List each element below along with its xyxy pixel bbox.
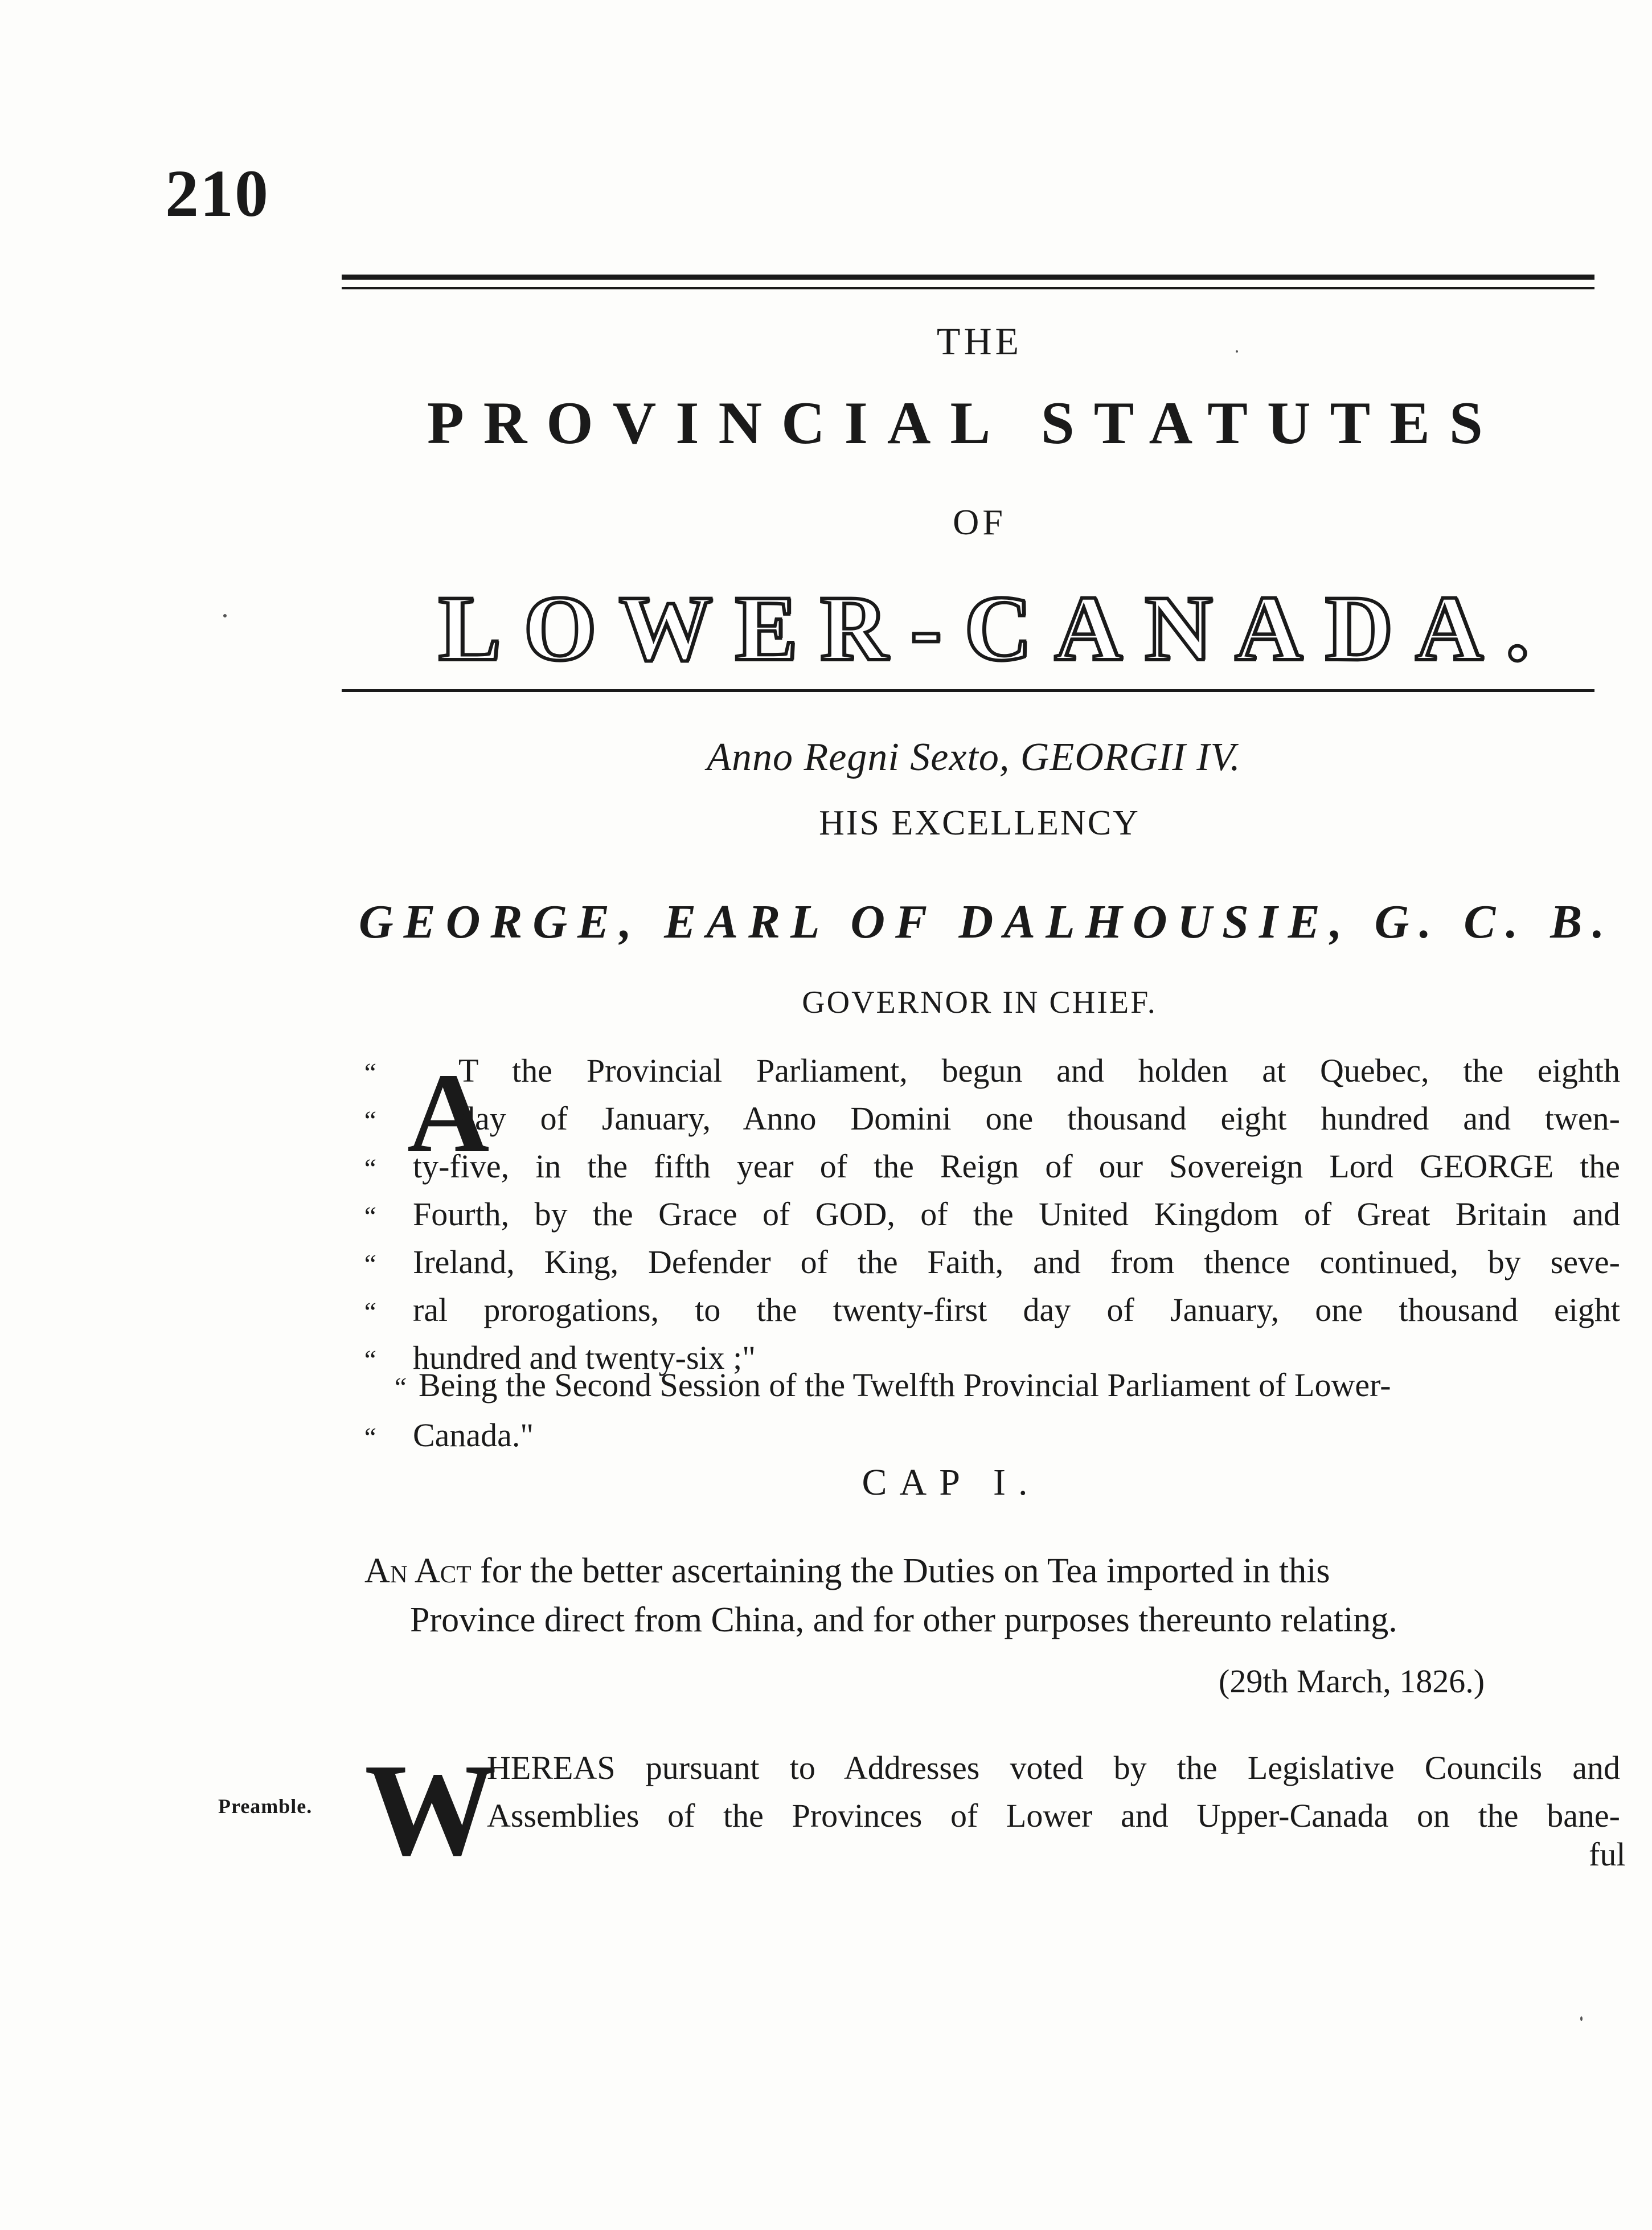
proclamation-line: “ T the Provincial Parliament, begun and holden at Quebec, the eighth xyxy=(362,1052,1620,1089)
session-line: “ Canada." xyxy=(362,1417,534,1454)
act-date: (29th March, 1826.) xyxy=(1219,1663,1485,1700)
paper-speck xyxy=(1236,350,1238,353)
title-article: THE xyxy=(936,320,1023,363)
title-country: LOWER-CANADA. xyxy=(438,577,1552,680)
governor-title: GOVERNOR IN CHIEF. xyxy=(802,985,1157,1020)
proclamation-line: “ ral prorogations, to the twenty-first day of January, one thousand eight xyxy=(362,1291,1620,1328)
excellency-heading: HIS EXCELLENCY xyxy=(819,804,1140,842)
act-title xyxy=(364,1546,1620,1644)
catchword: ful xyxy=(1589,1836,1626,1873)
dropcap-a: A xyxy=(407,1050,490,1176)
regnal-year: Anno Regni Sexto, GEORGII IV. xyxy=(707,735,1241,779)
proclamation-line: “ hundred and twenty-six ;" xyxy=(362,1339,756,1376)
act-title-line: for the better ascertaining the Duties on Tea imported in this xyxy=(480,1552,1330,1590)
proclamation-paragraph xyxy=(362,1047,1620,1382)
page-number: 210 xyxy=(165,156,269,231)
session-line: “ Being the Second Session of the Twelfth Provincial Parliament of Lower- xyxy=(392,1366,1391,1404)
whereas-line: HEREAS pursuant to Addresses voted by the Legislative Councils and xyxy=(487,1749,1620,1786)
session-paragraph xyxy=(362,1361,1620,1462)
header-rule-thin xyxy=(342,287,1594,289)
proclamation-line: “ Ireland, King, Defender of the Faith, and from thence continued, by seve- xyxy=(362,1243,1620,1280)
whereas-paragraph xyxy=(487,1744,1620,1840)
paper-speck xyxy=(1580,2016,1583,2021)
chapter-heading: CAP I. xyxy=(862,1462,1040,1503)
whereas-line: Assemblies of the Provinces of Lower and Upper-Canada on the bane- xyxy=(487,1797,1620,1834)
title-of: OF xyxy=(953,502,1006,542)
margin-note-preamble: Preamble. xyxy=(218,1795,313,1818)
act-title-line: Province direct from China, and for other purposes thereunto relating. xyxy=(410,1601,1397,1639)
title-main: PROVINCIAL STATUTES xyxy=(427,390,1502,456)
dropcap-w: W xyxy=(364,1737,497,1883)
proclamation-line: “ ty-five, in the fifth year of the Reign of our Sovereign Lord GEORGE the xyxy=(362,1148,1620,1185)
title-rule xyxy=(342,689,1594,692)
paper-speck xyxy=(223,614,227,617)
proclamation-line: “ day of January, Anno Domini one thousand eight hundred and twen- xyxy=(362,1100,1620,1137)
header-rule-thick xyxy=(342,275,1594,280)
proclamation-line: “ Fourth, by the Grace of GOD, of the United Kingdom of Great Britain and xyxy=(362,1196,1620,1233)
act-lead: An Act xyxy=(364,1552,472,1590)
governor-name: GEORGE, EARL OF DALHOUSIE, G. C. B. xyxy=(359,895,1615,948)
